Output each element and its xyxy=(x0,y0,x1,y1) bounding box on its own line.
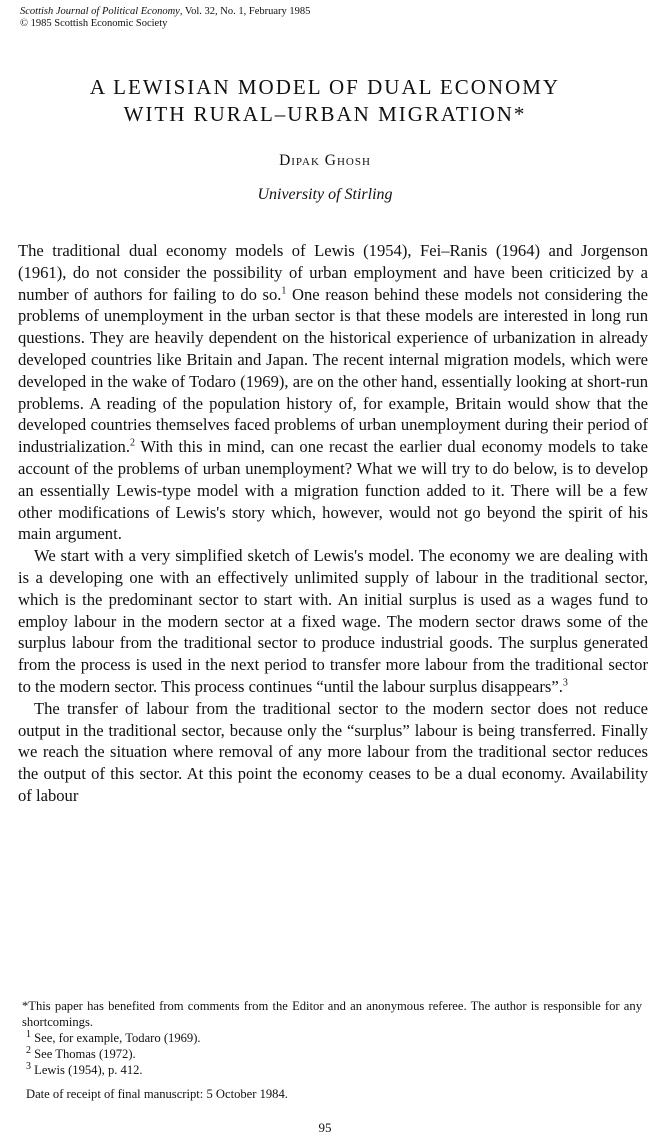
journal-header xyxy=(20,6,310,30)
footnote-1 xyxy=(22,1030,642,1046)
paragraph-1 xyxy=(18,240,648,545)
paragraph-1-part-b: One reason behind these models not considering the problems of unemployment in the urban sector is that these models are interested in long run questions. They are heavily dependent on the historical experience of urbanization in already developed countries like Britain and Japan. The recent internal migration models, which were developed in the wake of Todaro (1969), are on the other hand, essentially looking at short-run problems. A reading of the population history of, for example, Britain would show that the developed countries themselves faced problems of urban unemployment during their period of industrialization. xyxy=(18,284,649,457)
article-title xyxy=(0,74,650,128)
journal-citation xyxy=(20,6,310,18)
footnote-3-mark: 3 xyxy=(26,1060,31,1072)
footnotes xyxy=(22,998,642,1102)
footnote-1-text: See, for example, Todaro (1969). xyxy=(31,1031,201,1045)
journal-volume: , Vol. 32, No. 1, February 1985 xyxy=(179,6,311,17)
footnote-1-mark: 1 xyxy=(26,1028,31,1040)
author-name: Dipak Ghosh xyxy=(279,152,371,169)
footnote-ref-1: 1 xyxy=(281,285,287,297)
footnote-3 xyxy=(22,1062,642,1078)
title-line-2: WITH RURAL–URBAN MIGRATION* xyxy=(123,102,527,126)
footnote-2 xyxy=(22,1046,642,1062)
paragraph-2-text: We start with a very simplified sketch of Lewis's model. The economy we are dealing with is a developing one with an effectively unlimited supply of labour in the traditional sector, which is the predominant sector to start with. An initial surplus is used as a wages fund to employ labour in the modern sector at a fixed wage. The modern sector draws some of the surplus labour from the traditional sector to produce industrial goods. The surplus generated from the process is used in the next period to transfer more labour from the traditional sector to the modern sector. This process continues “until the labour surplus disappears”. xyxy=(18,546,648,696)
footnote-3-text: Lewis (1954), p. 412. xyxy=(31,1063,143,1077)
footnote-star: *This paper has benefited from comments from the Editor and an anonymous referee. The author is responsible for any shortcomings. xyxy=(22,999,642,1029)
footnote-ref-3: 3 xyxy=(562,677,568,689)
footnote-ref-2: 2 xyxy=(129,437,135,449)
copyright-line: © 1985 Scottish Economic Society xyxy=(20,18,168,29)
author-affiliation: University of Stirling xyxy=(257,186,393,203)
journal-name: Scottish Journal of Political Economy xyxy=(20,6,180,17)
paragraph-1-part-a: The traditional dual economy models of Lewis (1954), Fei–Ranis (1964) and Jorgenson (1961), do not consider the possibility of urban employment and have been criticized by a number of authors for failing to do so. xyxy=(18,241,648,304)
receipt-date: Date of receipt of final manuscript: 5 October 1984. xyxy=(26,1087,288,1101)
page-number: 95 xyxy=(318,1120,332,1135)
article-body xyxy=(18,240,648,807)
paragraph-1-part-c: With this in mind, can one recast the earlier dual economy models to take account of the problems of urban unemployment? What we will try to do below, is to develop an essentially Lewis-type model with a migration function added to it. There will be a few other modifications of Lewis's story which, however, would not go beyond the spirit of his main argument. xyxy=(18,437,648,544)
title-line-1: A LEWISIAN MODEL OF DUAL ECONOMY xyxy=(89,75,561,99)
footnote-2-mark: 2 xyxy=(26,1044,31,1056)
paragraph-3: The transfer of labour from the traditional sector to the modern sector does not reduce output in the traditional sector, because only the “surplus” labour is being transferred. Finally we reach the situation where removal of any more labour from the traditional sector reduces the output of this sector. At this point the economy ceases to be a dual economy. Availability of labour xyxy=(18,698,648,805)
paragraph-2 xyxy=(18,545,648,698)
footnote-2-text: See Thomas (1972). xyxy=(31,1047,136,1061)
